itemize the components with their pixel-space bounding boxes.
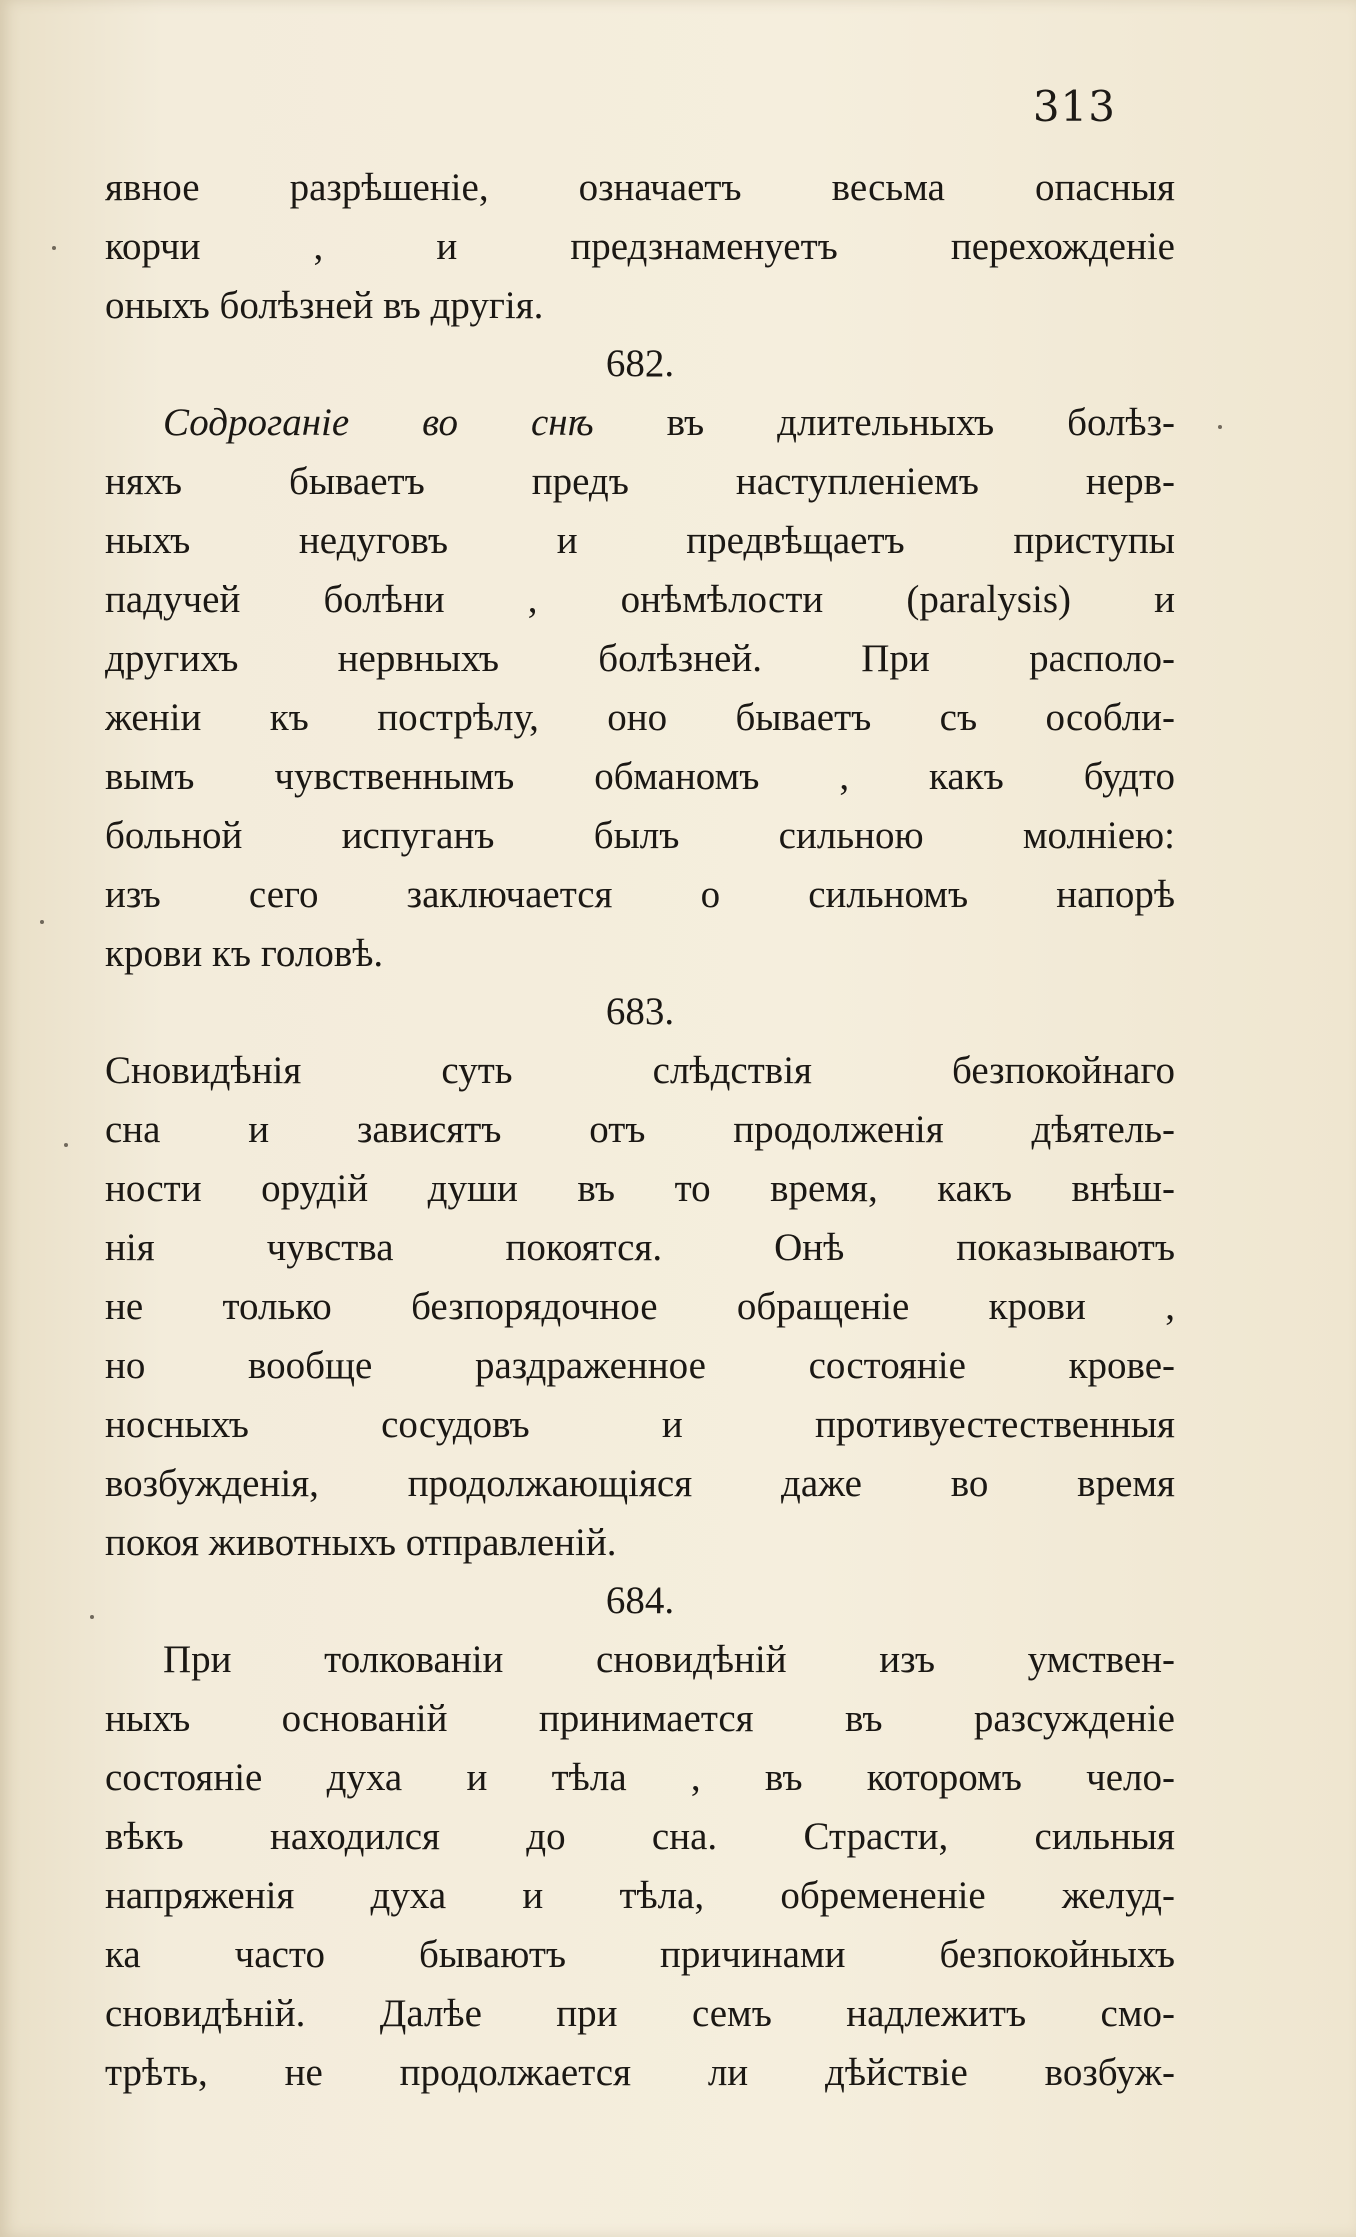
text-line: но вообще раздраженное состояніе крове- <box>105 1344 1175 1387</box>
text-line: изъ сего заключается о сильномъ напорѣ <box>105 873 1175 916</box>
text-line: сновидѣній. Далѣе при семъ надлежитъ смо- <box>105 1992 1175 2035</box>
section-number: 684. <box>605 1579 675 1622</box>
text-line <box>105 393 1175 452</box>
text-line: другихъ нервныхъ болѣзней. При располо- <box>105 637 1175 680</box>
section-number: 683. <box>605 990 675 1033</box>
text-line: вымъ чувственнымъ обманомъ , какъ будто <box>105 755 1175 798</box>
text-line: состояніе духа и тѣла , въ которомъ чело- <box>105 1756 1175 1799</box>
paper-speck <box>64 1143 68 1147</box>
page-text <box>105 158 1175 2102</box>
text-line: не только безпорядочное обращеніе крови , <box>105 1285 1175 1328</box>
section-number: 682. <box>605 342 675 385</box>
text-line: больной испуганъ былъ сильною молніею: <box>105 814 1175 857</box>
text-line: сна и зависятъ отъ продолженія дѣятель- <box>105 1108 1175 1151</box>
text-line: ка часто бываютъ причинами безпокойныхъ <box>105 1933 1175 1976</box>
text-line: ности орудій души въ то время, какъ внѣш- <box>105 1167 1175 1210</box>
paper-speck <box>1218 425 1222 429</box>
text-line: нія чувства покоятся. Онѣ показываютъ <box>105 1226 1175 1269</box>
text-line: крови къ головѣ. <box>105 932 384 975</box>
text-line: ныхъ недуговъ и предвѣщаетъ приступы <box>105 519 1175 562</box>
text-line: няхъ бываетъ предъ наступленіемъ нерв- <box>105 460 1175 503</box>
paper-speck <box>40 920 44 924</box>
text-line: напряженія духа и тѣла, обремененіе желуд- <box>105 1874 1175 1917</box>
text-line: корчи , и предзнаменуетъ перехожденіе <box>105 225 1175 268</box>
text-line: Сновидѣнія суть слѣдствія безпокойнаго <box>105 1049 1175 1092</box>
text-line: вѣкъ находился до сна. Страсти, сильныя <box>105 1815 1175 1858</box>
text-line: При толкованіи сновидѣній изъ умствен- <box>163 1638 1175 1681</box>
paper-speck <box>90 1615 94 1619</box>
text-line: покоя животныхъ отправленій. <box>105 1521 617 1564</box>
italic-term: Содроганіе во снѣ <box>163 401 594 444</box>
text-line: женіи къ пострѣлу, оно бываетъ съ особли- <box>105 696 1175 739</box>
page-number: 313 <box>1032 82 1116 131</box>
text-line: носныхъ сосудовъ и противуестественныя <box>105 1403 1175 1446</box>
text-line: падучей болѣни , онѣмѣлости (paralysis) и <box>105 578 1175 621</box>
paper-speck <box>52 246 56 250</box>
text-line: оныхъ болѣзней въ другія. <box>105 284 544 327</box>
text-line: возбужденія, продолжающіяся даже во время <box>105 1462 1175 1505</box>
text-line: ныхъ основаній принимается въ разсужденіе <box>105 1697 1175 1740</box>
text-line: явное разрѣшеніе, означаетъ весьма опасныя <box>105 166 1175 209</box>
text-span: въ длительныхъ болѣз- <box>593 401 1175 444</box>
text-line: трѣть, не продолжается ли дѣйствіе возбуж- <box>105 2051 1175 2094</box>
